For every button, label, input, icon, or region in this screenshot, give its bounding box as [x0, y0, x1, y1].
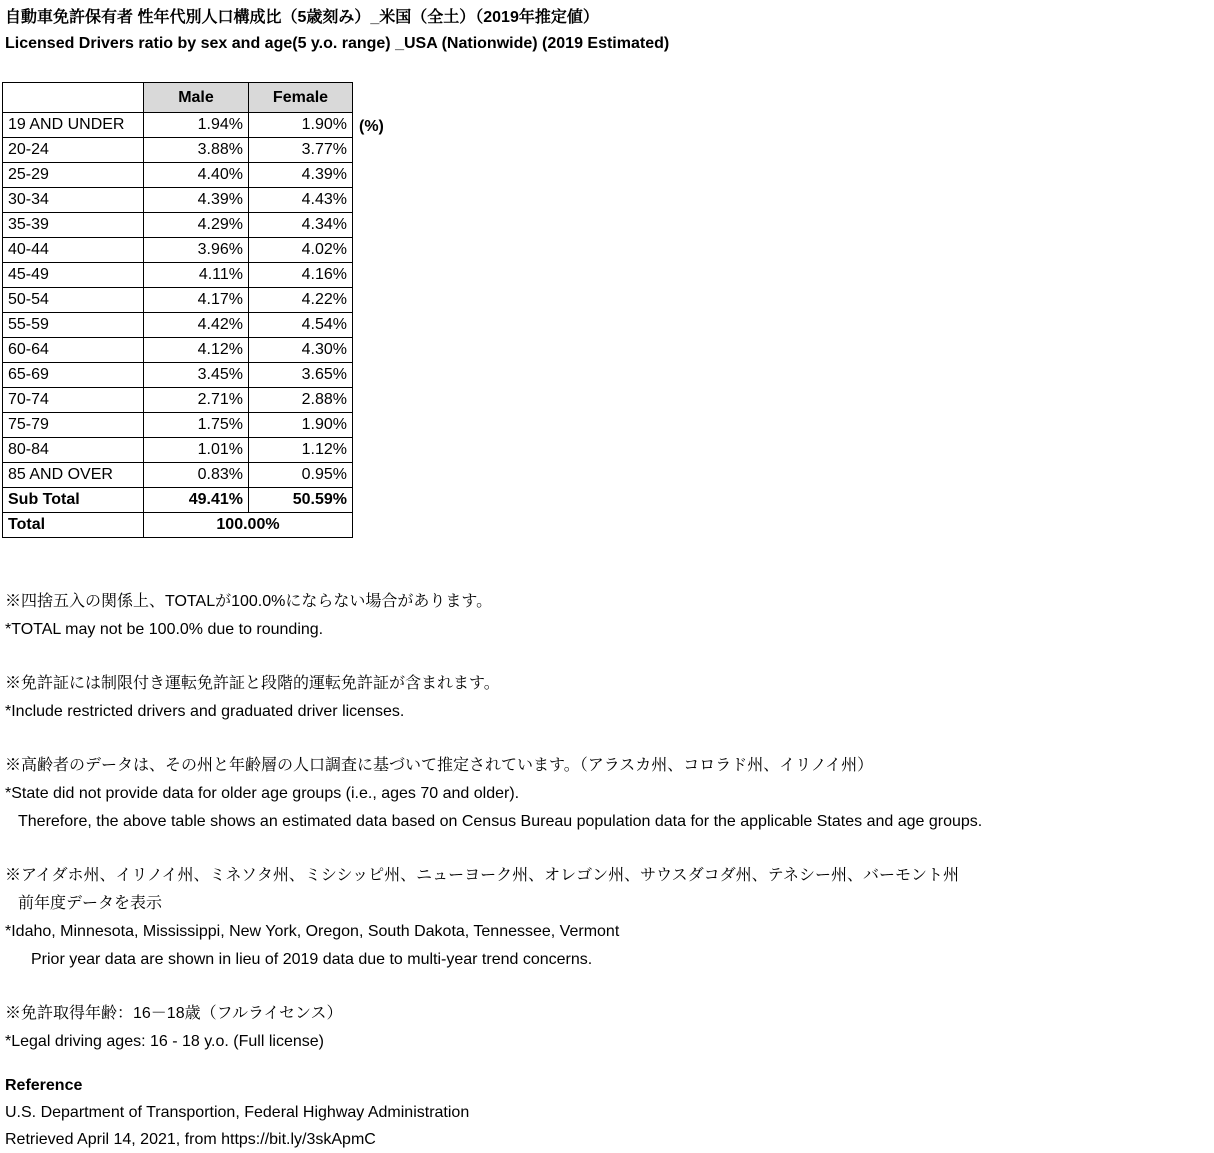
total-label: Total: [3, 513, 144, 538]
age-label-cell: 50-54: [3, 288, 144, 313]
age-label-cell: 70-74: [3, 388, 144, 413]
male-value-cell: 0.83%: [144, 463, 249, 488]
reference-line: U.S. Department of Transportion, Federal Highway Administration: [5, 1104, 470, 1121]
subtotal-male-value: 49.41%: [144, 488, 249, 513]
age-label-cell: 75-79: [3, 413, 144, 438]
col-header-female: Female: [249, 83, 353, 113]
male-value-cell: 4.17%: [144, 288, 249, 313]
table-row: [3, 288, 353, 313]
note-line: Prior year data are shown in lieu of 2019 data due to multi-year trend concerns.: [31, 951, 593, 968]
corner-cell: [3, 83, 144, 113]
male-value-cell: 1.94%: [144, 113, 249, 138]
table-row: [3, 363, 353, 388]
table-row: [3, 263, 353, 288]
male-value-cell: 1.01%: [144, 438, 249, 463]
age-label-cell: 25-29: [3, 163, 144, 188]
note-line: 前年度データを表示: [18, 895, 163, 912]
age-label-cell: 45-49: [3, 263, 144, 288]
note-line: *Legal driving ages: 16 - 18 y.o. (Full license): [5, 1033, 324, 1050]
note-line: *TOTAL may not be 100.0% due to rounding.: [5, 621, 324, 638]
total-row: [3, 513, 353, 538]
title-block: [5, 5, 669, 57]
table-row: [3, 388, 353, 413]
note-line: ※アイダホ州、イリノイ州、ミネソタ州、ミシシッピ州、ニューヨーク州、オレゴン州、サウスダコダ州、テネシー州、バーモント州: [5, 867, 960, 884]
subtotal-row: [3, 488, 353, 513]
note-group: [5, 588, 982, 644]
age-label-cell: 40-44: [3, 238, 144, 263]
note-line: ※高齢者のデータは、その州と年齢層の人口調査に基づいて推定されています。（アラスカ州、コロラド州、イリノイ州）: [5, 757, 874, 774]
age-label-cell: 19 AND UNDER: [3, 113, 144, 138]
note-line: Therefore, the above table shows an estimated data based on Census Bureau population data for the applicable States and age groups.: [18, 813, 983, 830]
male-value-cell: 3.88%: [144, 138, 249, 163]
female-value-cell: 4.34%: [249, 213, 353, 238]
age-label-cell: 35-39: [3, 213, 144, 238]
table-row: [3, 438, 353, 463]
total-value: 100.00%: [144, 513, 353, 538]
female-value-cell: 3.77%: [249, 138, 353, 163]
female-value-cell: 4.02%: [249, 238, 353, 263]
col-header-male: Male: [144, 83, 249, 113]
male-value-cell: 4.39%: [144, 188, 249, 213]
table-row: [3, 338, 353, 363]
table-row: [3, 463, 353, 488]
age-label-cell: 80-84: [3, 438, 144, 463]
subtotal-female-value: 50.59%: [249, 488, 353, 513]
note-group: [5, 862, 982, 974]
female-value-cell: 4.39%: [249, 163, 353, 188]
notes-section: [5, 588, 982, 1082]
reference-lines: [5, 1099, 469, 1153]
totals-body: [3, 488, 353, 538]
table-row: [3, 163, 353, 188]
female-value-cell: 1.90%: [249, 113, 353, 138]
female-value-cell: 4.54%: [249, 313, 353, 338]
note-group: [5, 1000, 982, 1056]
reference-section: [5, 1072, 469, 1153]
subtotal-label: Sub Total: [3, 488, 144, 513]
note-line: *State did not provide data for older age groups (i.e., ages 70 and older).: [5, 785, 520, 802]
male-value-cell: 1.75%: [144, 413, 249, 438]
table-row: [3, 238, 353, 263]
female-value-cell: 0.95%: [249, 463, 353, 488]
age-label-cell: 65-69: [3, 363, 144, 388]
male-value-cell: 4.42%: [144, 313, 249, 338]
female-value-cell: 4.16%: [249, 263, 353, 288]
header-row: [3, 83, 353, 113]
female-value-cell: 4.30%: [249, 338, 353, 363]
male-value-cell: 3.45%: [144, 363, 249, 388]
age-table-body: [3, 113, 353, 488]
age-label-cell: 20-24: [3, 138, 144, 163]
note-line: *Idaho, Minnesota, Mississippi, New York, Oregon, South Dakota, Tennessee, Vermont: [5, 923, 620, 940]
note-line: *Include restricted drivers and graduated driver licenses.: [5, 703, 405, 720]
note-line: ※免許取得年齢：16－18歳（フルライセンス）: [5, 1005, 343, 1022]
female-value-cell: 2.88%: [249, 388, 353, 413]
drivers-table: [2, 82, 353, 538]
table-row: [3, 213, 353, 238]
age-label-cell: 60-64: [3, 338, 144, 363]
female-value-cell: 4.22%: [249, 288, 353, 313]
table-row: [3, 113, 353, 138]
male-value-cell: 4.40%: [144, 163, 249, 188]
female-value-cell: 1.90%: [249, 413, 353, 438]
unit-label: (%): [359, 118, 384, 135]
page-title-ja: 自動車免許保有者 性年代別人口構成比（5歳刻み）_米国（全土）（2019年推定値）: [5, 9, 599, 26]
reference-line: Retrieved April 14, 2021, from https://bit.ly/3skApmC: [5, 1131, 376, 1148]
male-value-cell: 4.12%: [144, 338, 249, 363]
reference-heading: Reference: [5, 1077, 83, 1094]
page-title-en: Licensed Drivers ratio by sex and age(5 y.o. range) _USA (Nationwide) (2019 Estimated): [5, 35, 670, 52]
note-line: ※四捨五入の関係上、TOTALが100.0%にならない場合があります。: [5, 593, 493, 610]
table-row: [3, 188, 353, 213]
note-line: ※免許証には制限付き運転免許証と段階的運転免許証が含まれます。: [5, 675, 500, 692]
age-label-cell: 55-59: [3, 313, 144, 338]
female-value-cell: 4.43%: [249, 188, 353, 213]
drivers-table-wrap: [2, 82, 384, 538]
table-row: [3, 413, 353, 438]
male-value-cell: 4.11%: [144, 263, 249, 288]
note-group: [5, 752, 982, 836]
table-row: [3, 138, 353, 163]
male-value-cell: 2.71%: [144, 388, 249, 413]
age-label-cell: 85 AND OVER: [3, 463, 144, 488]
note-group: [5, 670, 982, 726]
table-row: [3, 313, 353, 338]
male-value-cell: 3.96%: [144, 238, 249, 263]
male-value-cell: 4.29%: [144, 213, 249, 238]
female-value-cell: 3.65%: [249, 363, 353, 388]
age-label-cell: 30-34: [3, 188, 144, 213]
female-value-cell: 1.12%: [249, 438, 353, 463]
